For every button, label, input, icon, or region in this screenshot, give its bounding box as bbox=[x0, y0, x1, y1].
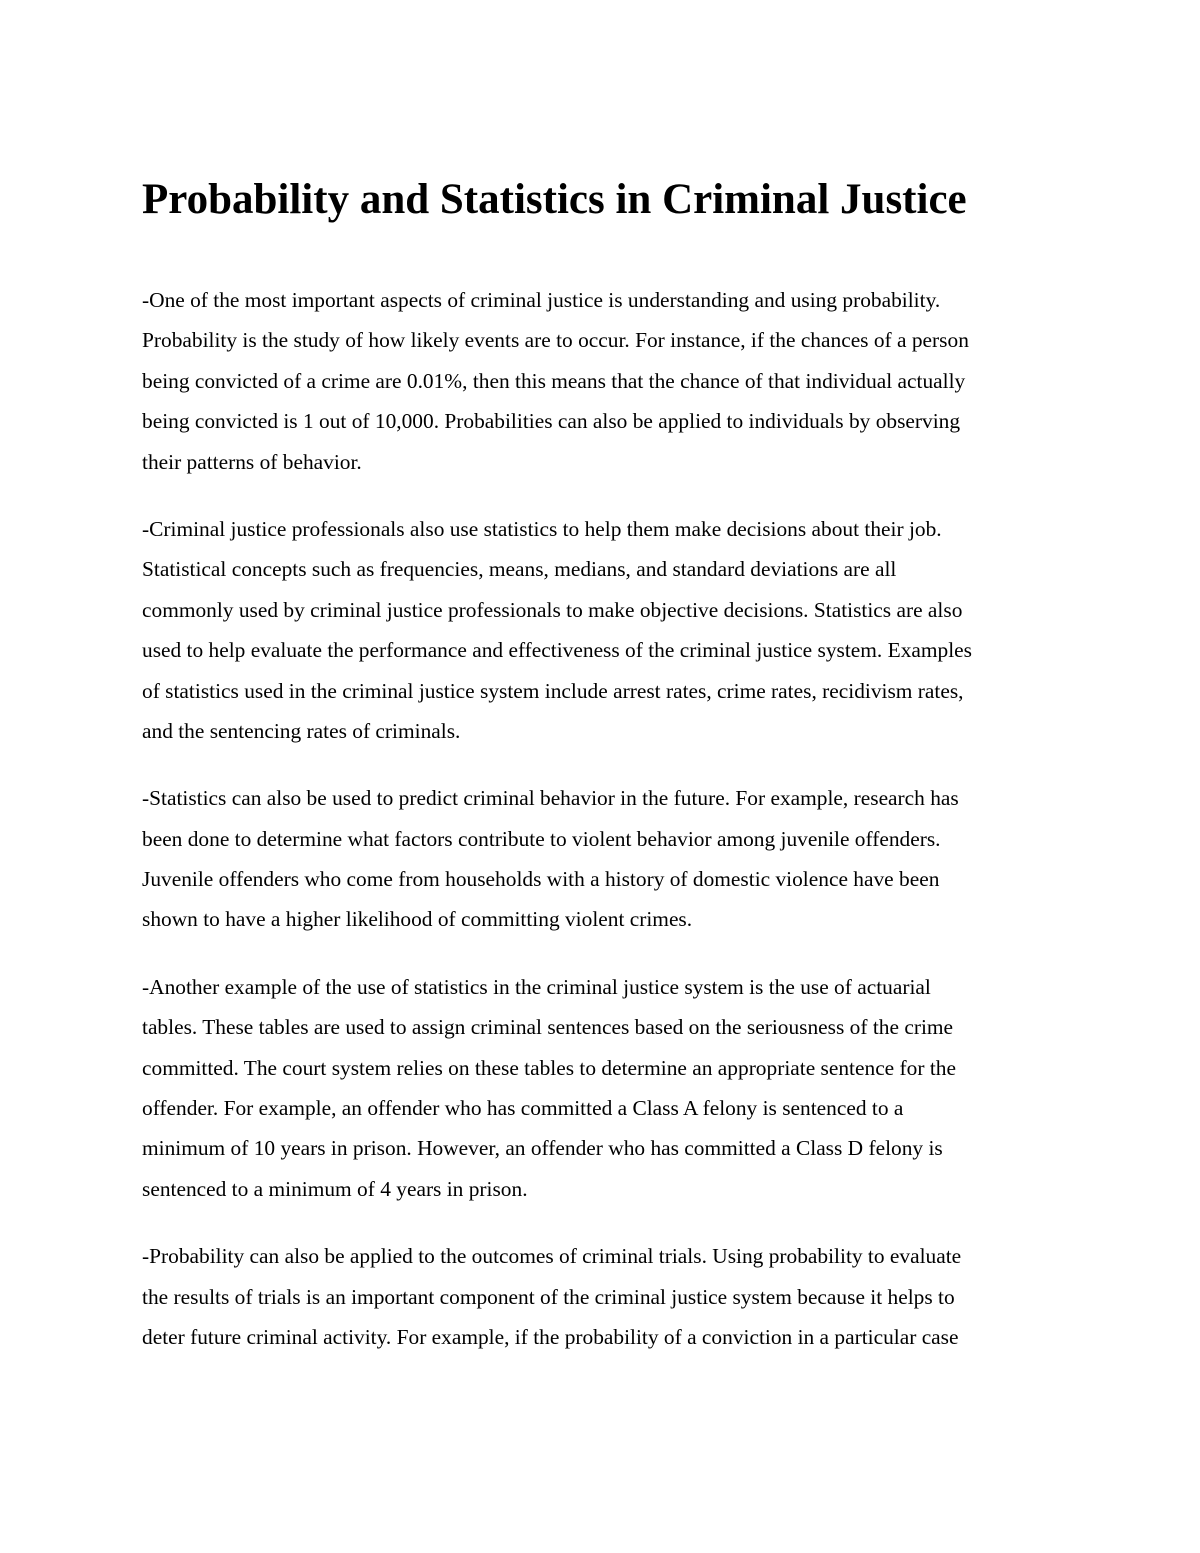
text-line: -Probability can also be applied to the outcomes of criminal trials. Using probability to evaluate bbox=[142, 1244, 962, 1269]
text-line: tables. These tables are used to assign criminal sentences based on the seriousness of the crime bbox=[142, 1015, 954, 1040]
text-line: committed. The court system relies on these tables to determine an appropriate sentence for the bbox=[142, 1055, 956, 1080]
document-body bbox=[142, 172, 1062, 1357]
text-line: being convicted of a crime are 0.01%, then this means that the chance of that individual actually bbox=[142, 368, 966, 393]
text-line: -Criminal justice professionals also use statistics to help them make decisions about their job. bbox=[142, 516, 942, 541]
paragraph-predict-behavior bbox=[142, 778, 1062, 940]
text-line: -Statistics can also be used to predict criminal behavior in the future. For example, research has bbox=[142, 786, 959, 811]
paragraph-trial-outcomes bbox=[142, 1236, 1062, 1357]
text-line: and the sentencing rates of criminals. bbox=[142, 718, 461, 743]
paragraph-probability-intro bbox=[142, 280, 1062, 482]
text-line: -One of the most important aspects of criminal justice is understanding and using probability. bbox=[142, 288, 941, 312]
text-line: -Another example of the use of statistics in the criminal justice system is the use of actuarial bbox=[142, 974, 931, 999]
text-line: sentenced to a minimum of 4 years in prison. bbox=[142, 1176, 528, 1201]
text-line: the results of trials is an important component of the criminal justice system because it helps to bbox=[142, 1284, 955, 1309]
text-line: been done to determine what factors contribute to violent behavior among juvenile offenders. bbox=[142, 826, 941, 851]
text-line: deter future criminal activity. For example, if the probability of a conviction in a particular case bbox=[142, 1324, 959, 1349]
text-line: offender. For example, an offender who has committed a Class A felony is sentenced to a bbox=[142, 1096, 904, 1121]
text-line: Juvenile offenders who come from households with a history of domestic violence have been bbox=[142, 867, 940, 892]
text-line: being convicted is 1 out of 10,000. Probabilities can also be applied to individuals by observing bbox=[142, 409, 961, 434]
text-line: used to help evaluate the performance and effectiveness of the criminal justice system. Examples bbox=[142, 638, 972, 663]
paragraph-actuarial-tables bbox=[142, 967, 1062, 1209]
paragraph-statistics-decisions bbox=[142, 509, 1062, 751]
text-line: of statistics used in the criminal justice system include arrest rates, crime rates, recidivism rates, bbox=[142, 678, 964, 703]
text-line: their patterns of behavior. bbox=[142, 449, 362, 474]
text-line: commonly used by criminal justice professionals to make objective decisions. Statistics are also bbox=[142, 597, 963, 622]
text-line: shown to have a higher likelihood of committing violent crimes. bbox=[142, 907, 693, 932]
text-line: Probability is the study of how likely events are to occur. For instance, if the chances of a person bbox=[142, 328, 969, 353]
document-title: Probability and Statistics in Criminal Justice bbox=[142, 176, 967, 223]
text-line: Statistical concepts such as frequencies, means, medians, and standard deviations are all bbox=[142, 557, 897, 582]
text-line: minimum of 10 years in prison. However, an offender who has committed a Class D felony is bbox=[142, 1136, 943, 1161]
